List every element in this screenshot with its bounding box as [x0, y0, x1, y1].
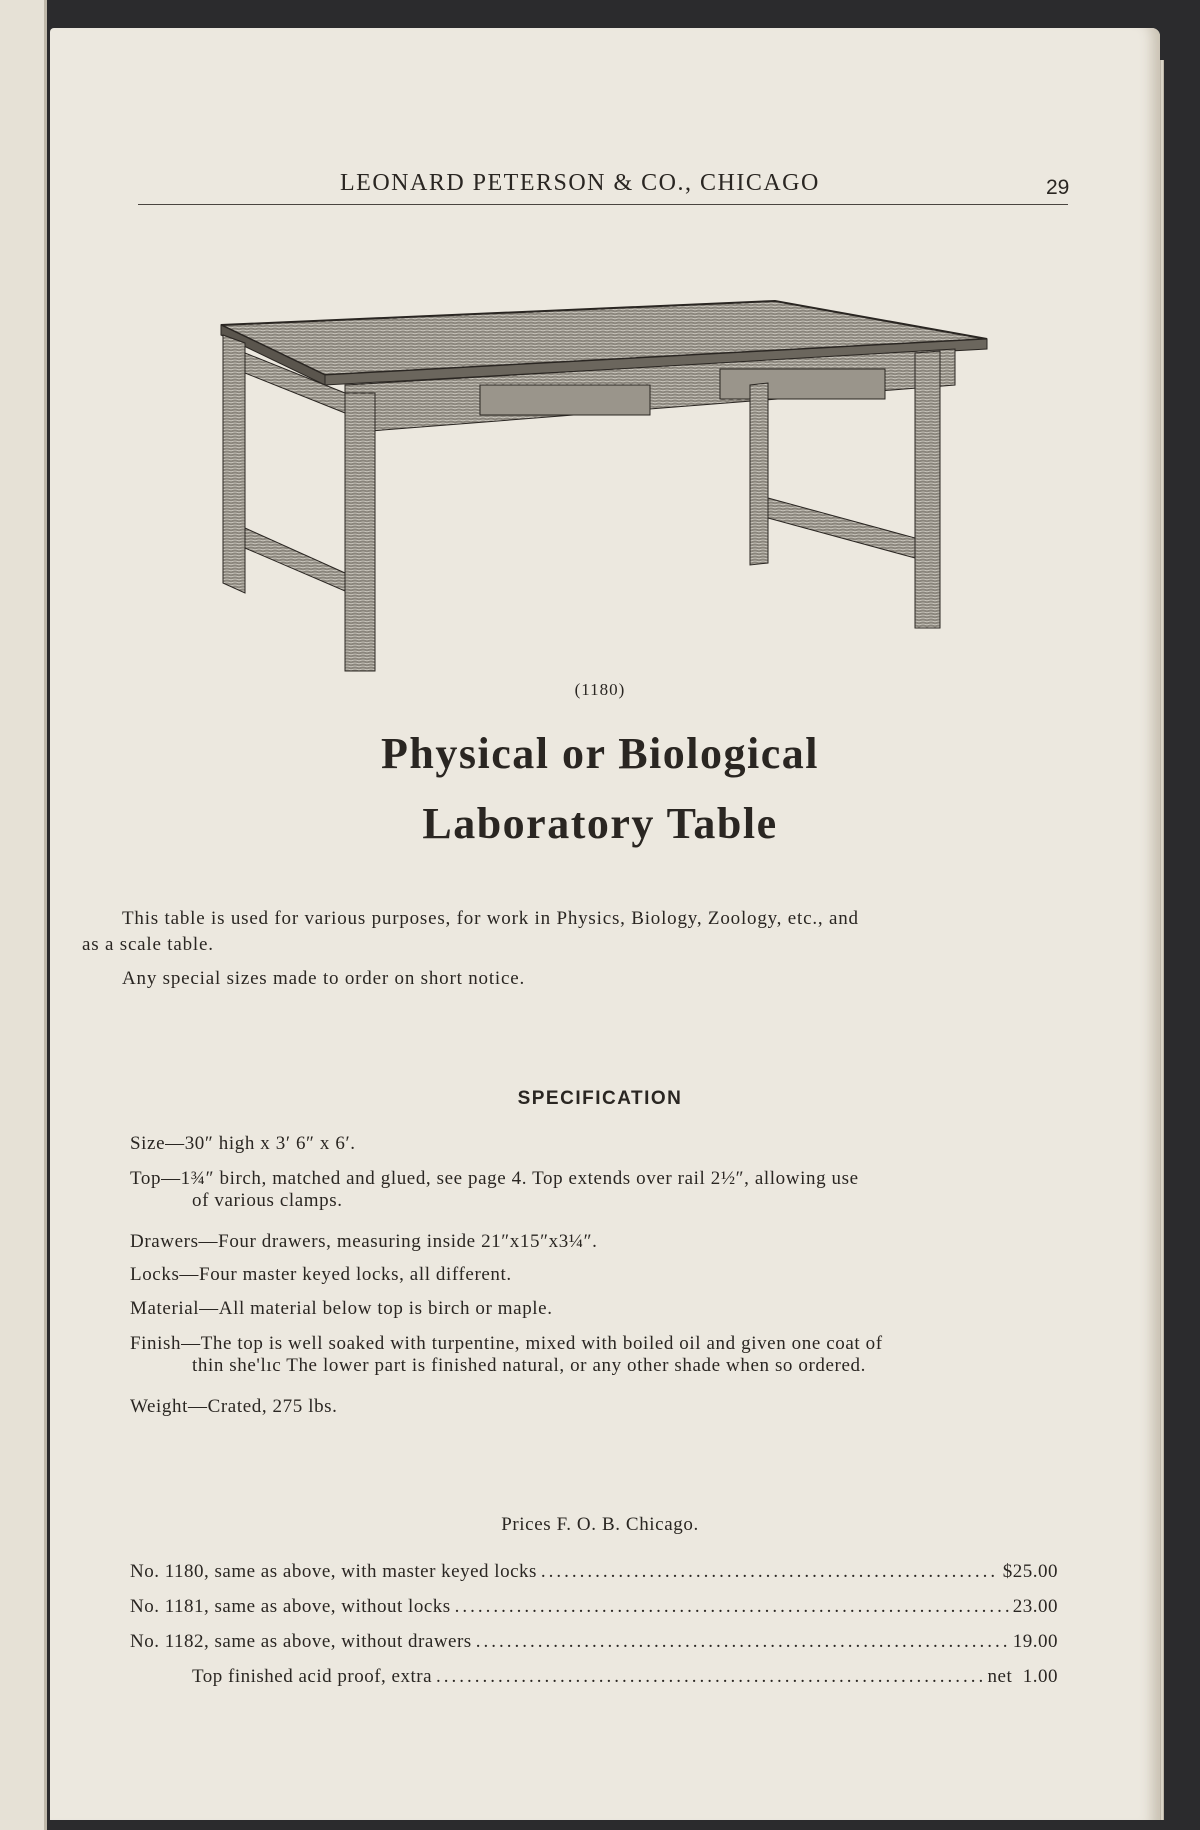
price-value: 23.00	[1012, 1596, 1058, 1617]
facing-page-edge	[0, 0, 47, 1830]
price-row	[192, 1666, 1058, 1688]
price-label: No. 1181, same as above, without locks	[130, 1596, 451, 1617]
intro-paragraph-2: Any special sizes made to order on short notice.	[122, 968, 525, 989]
spec-top	[130, 1168, 1065, 1212]
spec-line-cont: of various clamps.	[192, 1190, 343, 1211]
page-title-line2: Laboratory Table	[422, 799, 778, 848]
price-label: No. 1180, same as above, with master keyed locks	[130, 1561, 537, 1582]
spec-line: Material—All material below top is birch or maple.	[130, 1298, 553, 1319]
spec-locks	[130, 1264, 1065, 1286]
spec-size	[130, 1133, 1065, 1155]
leader-dots	[455, 1596, 1009, 1618]
prices-heading: Prices F. O. B. Chicago.	[501, 1514, 699, 1535]
leader-dots	[476, 1631, 1009, 1653]
price-row	[130, 1561, 1058, 1583]
spec-line: Size—30″ high x 3′ 6″ x 6′.	[130, 1133, 356, 1154]
spec-material	[130, 1298, 1065, 1320]
catalog-page	[50, 28, 1160, 1820]
price-value: net 1.00	[987, 1666, 1058, 1687]
page-number: 29	[1046, 176, 1070, 199]
intro-paragraph-line1: This table is used for various purposes, for work in Physics, Biology, Zoology, etc., and	[122, 908, 859, 929]
spec-line: Locks—Four master keyed locks, all different.	[130, 1264, 512, 1285]
spec-line-cont: thin she'lıc The lower part is finished natural, or any other shade when so ordered.	[192, 1355, 866, 1376]
price-value: $25.00	[1002, 1561, 1058, 1582]
spec-drawers	[130, 1231, 1065, 1253]
running-header: LEONARD PETERSON & CO., CHICAGO	[340, 170, 820, 196]
price-value: 19.00	[1012, 1631, 1058, 1652]
price-label: Top finished acid proof, extra	[192, 1666, 433, 1687]
spec-line: Top—1¾″ birch, matched and glued, see page 4. Top extends over rail 2½″, allowing use	[130, 1168, 859, 1189]
spec-finish	[130, 1333, 1065, 1377]
drawer-front	[720, 369, 885, 399]
leader-dots	[541, 1561, 999, 1583]
drawer-front	[480, 385, 650, 415]
price-label: No. 1182, same as above, without drawers	[130, 1631, 472, 1652]
spec-line: Finish—The top is well soaked with turpentine, mixed with boiled oil and given one coat of	[130, 1333, 883, 1354]
intro-paragraph-line2: as a scale table.	[82, 934, 214, 955]
figure-caption: (1180)	[574, 680, 626, 699]
header-rule	[138, 204, 1068, 205]
laboratory-table-illustration	[215, 293, 995, 673]
spec-line: Drawers—Four drawers, measuring inside 21″x15″x3¼″.	[130, 1231, 598, 1252]
page-title-line1: Physical or Biological	[381, 729, 819, 778]
specification-heading: SPECIFICATION	[517, 1088, 683, 1109]
price-row	[130, 1631, 1058, 1653]
spec-line: Weight—Crated, 275 lbs.	[130, 1396, 338, 1417]
leader-dots	[436, 1666, 984, 1688]
spec-weight	[130, 1396, 1065, 1418]
price-row	[130, 1596, 1058, 1618]
